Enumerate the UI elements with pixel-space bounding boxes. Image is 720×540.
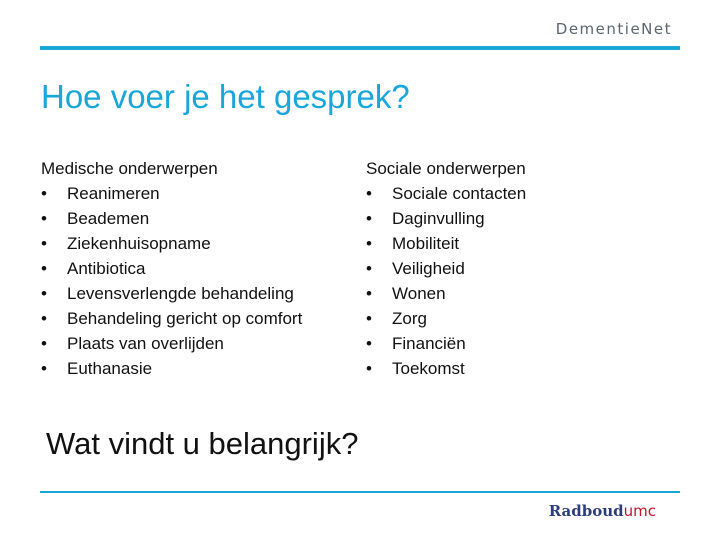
bullet-icon: • [41, 259, 47, 278]
top-divider [40, 46, 680, 50]
logo-suffix-text: umc [623, 502, 656, 520]
list-item-label: Plaats van overlijden [67, 334, 224, 353]
bullet-icon: • [366, 209, 372, 228]
list-item [41, 356, 341, 381]
list-item-label: Wonen [392, 284, 446, 303]
list-item-label: Veiligheid [392, 259, 465, 278]
list-item-label: Zorg [392, 309, 427, 328]
bullet-icon: • [41, 184, 47, 203]
social-topics-list [366, 181, 666, 381]
list-item-label: Behandeling gericht op comfort [67, 309, 303, 328]
list-item-label: Euthanasie [67, 359, 153, 378]
list-item [41, 181, 341, 206]
list-item [41, 306, 341, 331]
list-item-label: Mobiliteit [392, 234, 460, 253]
list-item-label: Daginvulling [392, 209, 485, 228]
bullet-icon: • [41, 284, 47, 303]
dementienet-logo: DementieNet [555, 20, 672, 38]
bullet-icon: • [366, 259, 372, 278]
bullet-icon: • [41, 334, 47, 353]
bullet-icon: • [366, 184, 372, 203]
bullet-icon: • [41, 309, 47, 328]
bullet-icon: • [366, 309, 372, 328]
list-item [366, 306, 666, 331]
bullet-icon: • [41, 359, 47, 378]
closing-question: Wat vindt u belangrijk? [46, 426, 359, 461]
list-item [366, 231, 666, 256]
list-item [41, 256, 341, 281]
bullet-icon: • [366, 359, 372, 378]
list-item-label: Antibiotica [67, 259, 146, 278]
list-item [366, 256, 666, 281]
bullet-icon: • [41, 209, 47, 228]
list-item-label: Reanimeren [67, 184, 160, 203]
list-item [41, 206, 341, 231]
social-topics-column [366, 156, 666, 381]
bullet-icon: • [366, 284, 372, 303]
list-item [366, 356, 666, 381]
list-item [366, 331, 666, 356]
list-item-label: Toekomst [392, 359, 465, 378]
logo-main-text: Radboud [548, 502, 624, 520]
bullet-icon: • [366, 234, 372, 253]
medical-topics-column [41, 156, 341, 381]
list-item-label: Sociale contacten [392, 184, 527, 203]
column-heading-medical: Medische onderwerpen [41, 159, 218, 178]
list-item [41, 281, 341, 306]
bottom-divider [40, 491, 680, 493]
list-item-label: Financiën [392, 334, 466, 353]
list-item-label: Levensverlengde behandeling [67, 284, 294, 303]
list-item [41, 331, 341, 356]
column-heading-social: Sociale onderwerpen [366, 159, 526, 178]
list-item [366, 181, 666, 206]
page-title: Hoe voer je het gesprek? [41, 78, 410, 115]
list-item-label: Ziekenhuisopname [67, 234, 211, 253]
bullet-icon: • [41, 234, 47, 253]
radboudumc-logo [549, 502, 656, 520]
list-item-label: Beademen [67, 209, 150, 228]
bullet-icon: • [366, 334, 372, 353]
list-item [366, 281, 666, 306]
list-item [366, 206, 666, 231]
medical-topics-list [41, 181, 341, 381]
list-item [41, 231, 341, 256]
